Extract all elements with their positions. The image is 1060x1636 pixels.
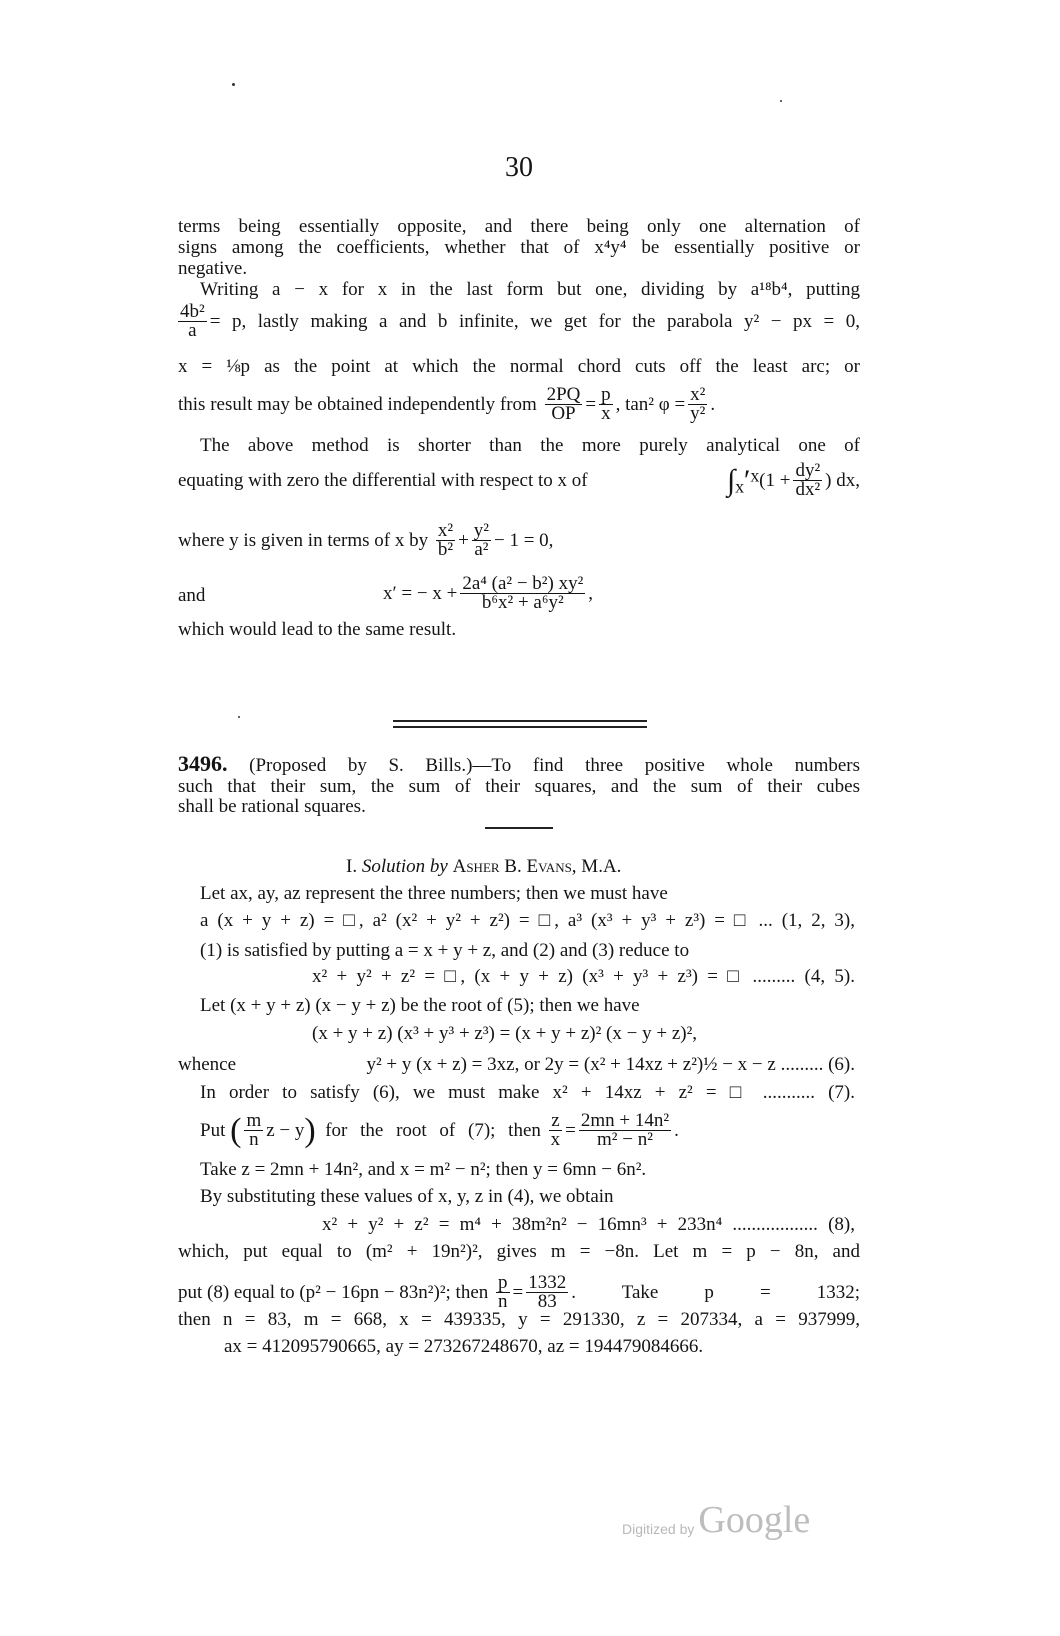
equals-sign: = xyxy=(512,1281,524,1303)
problem-line xyxy=(178,753,860,777)
fraction-denominator: a xyxy=(188,320,197,341)
text-line: which, put equal to (m² + 19n²)², gives m = −8n. Let m = p − 8n, and xyxy=(178,1241,860,1262)
fraction-denominator: x xyxy=(601,403,611,424)
fraction-numerator: y² xyxy=(473,520,489,541)
equation-line: x² + y² + z² = □, (x + y + z) (x³ + y³ + z³) = □ ......... (4, 5). xyxy=(312,966,855,987)
text-line: shall be rational squares. xyxy=(178,796,366,817)
formula-line xyxy=(178,522,553,559)
text-line: By substituting these values of x, y, z in (4), we obtain xyxy=(200,1186,614,1207)
text-segment: = p, lastly making a and b infinite, we get for the parabola y² − px = 0, xyxy=(209,310,860,332)
text-segment: Put xyxy=(200,1119,226,1141)
paren: ( xyxy=(230,1111,242,1149)
fraction-denominator: m² − n² xyxy=(597,1129,653,1150)
watermark-text: Digitized by xyxy=(622,1521,695,1537)
text-segment: − 1 = 0, xyxy=(494,529,554,551)
scan-speck xyxy=(780,100,782,102)
text-line: ax = 412095790665, ay = 273267248670, az = 194479084666. xyxy=(224,1336,704,1357)
equation-line: (x + y + z) (x³ + y³ + z³) = (x + y + z)² (x − y + z)², xyxy=(312,1023,698,1044)
text-segment: , xyxy=(588,582,594,604)
text-line: Let (x + y + z) (x − y + z) be the root of (5); then we have xyxy=(200,995,640,1016)
fraction-denominator: n xyxy=(249,1129,259,1150)
text-segment: whence xyxy=(178,1054,237,1075)
equation-line: x² + y² + z² = m⁴ + 38m²n² − 16mn³ + 233n⁴ .................. (8), xyxy=(322,1214,855,1235)
text-segment: + xyxy=(458,529,469,551)
text-line: (1) is satisfied by putting a = x + y + z, and (2) and (3) reduce to xyxy=(200,940,690,961)
fraction-numerator: 2a⁴ (a² − b²) xy² xyxy=(462,573,584,594)
fraction-numerator: 2PQ xyxy=(546,384,581,405)
google-logo: Google xyxy=(698,1499,811,1541)
text-segment: this result may be obtained independently from xyxy=(178,393,537,415)
fraction-numerator: p xyxy=(601,384,611,405)
digitized-watermark xyxy=(622,1500,810,1540)
section-divider xyxy=(393,720,647,722)
text-line: The above method is shorter than the more purely analytical one of xyxy=(200,435,860,456)
author-name: Asher B. Evans, M.A. xyxy=(452,856,622,877)
heading-number: I. xyxy=(346,856,358,877)
text-segment: x′ = − x + xyxy=(383,582,458,604)
page-number: 30 xyxy=(505,152,533,183)
fraction-denominator: OP xyxy=(551,403,576,424)
text-segment: . xyxy=(710,393,716,415)
fraction-numerator: 4b² xyxy=(180,301,205,322)
text-segment: . xyxy=(674,1119,679,1141)
text-segment: . Take p = 1332; xyxy=(571,1281,860,1303)
formula-line xyxy=(178,462,860,499)
fraction-numerator: 1332 xyxy=(528,1272,567,1293)
text-line: Writing a − x for x in the last form but one, dividing by a¹⁸b⁴, putting xyxy=(200,279,860,300)
formula-line xyxy=(178,1274,860,1311)
text-line: such that their sum, the sum of their squares, and the sum of their cubes xyxy=(178,776,860,797)
text-segment: ) dx, xyxy=(825,469,860,491)
formula-line xyxy=(178,386,715,423)
text-line: negative. xyxy=(178,258,248,279)
formula-line xyxy=(178,303,860,340)
fraction-denominator: b⁶x² + a⁶y² xyxy=(481,592,564,613)
problem-number: 3496. xyxy=(178,751,228,776)
text-segment: equating with zero the differential with respect to x of xyxy=(178,469,588,491)
text-line: Let ax, ay, az represent the three numbers; then we must have xyxy=(200,883,668,904)
fraction-numerator: x² xyxy=(690,384,706,405)
scan-speck xyxy=(238,716,240,718)
equation-line: a (x + y + z) = □, a² (x² + y² + z²) = □, a³ (x³ + y³ + z³) = □ ... (1, 2, 3), xyxy=(200,910,855,931)
text-segment: put (8) equal to (p² − 16pn − 83n²)²; then xyxy=(178,1281,489,1303)
text-line: x = ⅛p as the point at which the normal chord cuts off the least arc; or xyxy=(178,356,860,377)
text-line: then n = 83, m = 668, x = 439335, y = 291330, z = 207334, a = 937999, xyxy=(178,1309,860,1330)
text-segment: for the root of (7); then xyxy=(325,1119,541,1141)
equals-sign: = xyxy=(565,1119,576,1141)
fraction-denominator: 83 xyxy=(537,1291,557,1312)
text-line: In order to satisfy (6), we must make x² + 14xz + z² = □ ........... (7). xyxy=(200,1082,855,1103)
fraction-denominator: x xyxy=(550,1129,561,1150)
short-divider xyxy=(485,827,553,829)
integral-sign: ∫ₓ′ˣ xyxy=(727,463,760,497)
fraction-numerator: m xyxy=(246,1110,262,1131)
text-line: which would lead to the same result. xyxy=(178,619,457,640)
fraction-numerator: x² xyxy=(437,520,454,541)
fraction-numerator: 2mn + 14n² xyxy=(580,1110,670,1131)
fraction-denominator: y² xyxy=(690,403,706,424)
text-line: signs among the coefficients, whether that of x⁴y⁴ be essentially positive or xyxy=(178,237,860,258)
text-segment: (Proposed by S. Bills.)—To find three positive whole numbers xyxy=(249,755,860,776)
formula-line xyxy=(200,1112,679,1149)
scan-speck xyxy=(232,83,235,86)
solution-heading xyxy=(346,856,621,878)
fraction-numerator: dy² xyxy=(795,460,821,481)
text-segment: , tan² φ = xyxy=(615,393,686,415)
text-line: Take z = 2mn + 14n², and x = m² − n²; then y = 6mn − 6n². xyxy=(200,1159,647,1180)
fraction-denominator: n xyxy=(498,1291,508,1312)
text-line: and xyxy=(178,585,206,606)
fraction-numerator: z xyxy=(549,1112,563,1131)
text-segment: y² + y (x + z) = 3xz, or 2y = (x² + 14xz + z²)½ − x − z ......... (6). xyxy=(366,1054,855,1075)
formula-line xyxy=(383,575,593,612)
text-line: terms being essentially opposite, and there being only one alternation of xyxy=(178,216,860,237)
fraction-numerator: p xyxy=(498,1272,508,1293)
heading-italic: Solution by xyxy=(361,856,448,877)
fraction-denominator: dx² xyxy=(795,479,821,500)
text-segment: (1 + xyxy=(759,469,791,491)
text-segment: where y is given in terms of x by xyxy=(178,529,429,551)
paren: ) xyxy=(304,1111,316,1149)
text-segment: z − y xyxy=(266,1119,305,1141)
equation-line xyxy=(178,1054,855,1076)
fraction-denominator: a² xyxy=(474,539,489,560)
equals-sign: = xyxy=(585,393,597,415)
section-divider xyxy=(393,726,647,728)
fraction-denominator: b² xyxy=(437,539,454,560)
